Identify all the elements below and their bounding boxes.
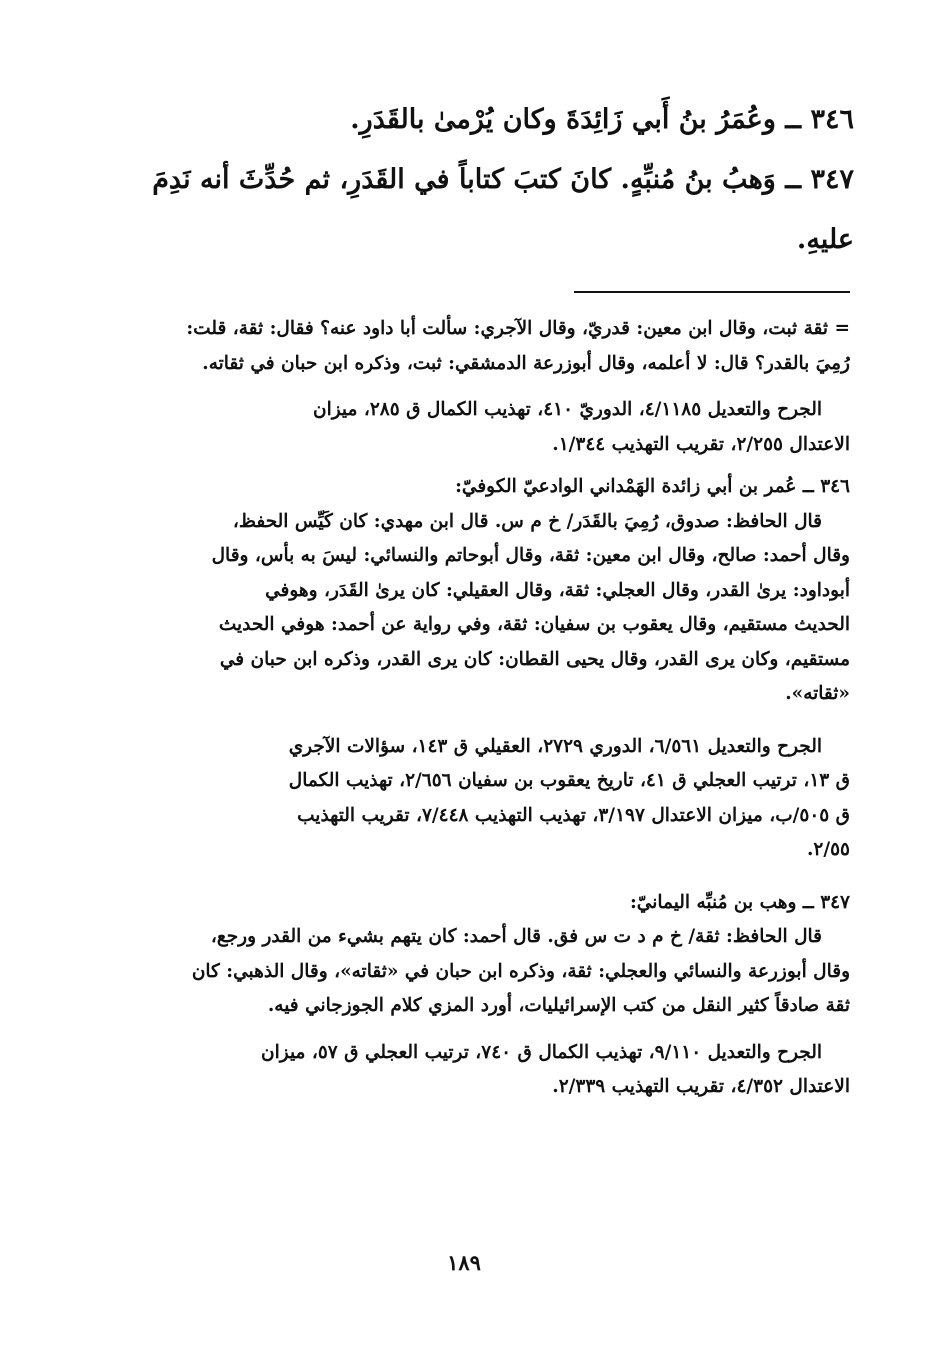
- footnote-line: مستقيم، وكان يرى القدر، وقال يحيى القطان: كان يرى القدر، وذكره ابن حبان في: [219, 648, 850, 670]
- spacer: [150, 868, 850, 886]
- footnote-line: ق ١٣، ترتيب العجلي ق ٤١، تاريخ يعقوب بن سفيان ٢/٦٥٦، تهذيب الكمال: [288, 770, 850, 791]
- entry-347: ٣٤٧ ــ وَهبُ بنُ مُنبِّهٍ. كانَ كتبَ كتاباً في القَدَرِ، ثم حُدِّثَ أنه نَدِمَ: [152, 164, 854, 195]
- footnote-line: = ثقة ثبت، وقال ابن معين: قدريّ، وقال الآجري: سألت أبا داود عنه؟ فقال: ثقة، قلت:: [186, 318, 850, 339]
- footnote-separator: [574, 291, 850, 293]
- footnote-line: الاعتدال ٢/٢٥٥، تقريب التهذيب ١/٣٤٤.: [552, 433, 850, 455]
- footnote-line: الاعتدال ٤/٣٥٢، تقريب التهذيب ٢/٣٣٩.: [552, 1076, 850, 1097]
- spacer: [150, 462, 850, 470]
- footnote-line: «ثقاته».: [785, 683, 850, 704]
- footnote-heading-347: ٣٤٧ ــ وهب بن مُنبِّه اليمانيّ:: [629, 891, 850, 913]
- footnote-line: الجرح والتعديل ٩/١١٠، تهذيب الكمال ق ٧٤٠، ترتيب العجلي ق ٥٧، ميزان: [261, 1041, 822, 1063]
- footnotes: [150, 312, 850, 1105]
- main-text: [64, 90, 854, 270]
- footnote-line: قال الحافظ: ثقة/ خ م د ت س فق. قال أحمد: كان يتهم بشيء من القدر ورجع،: [210, 926, 822, 947]
- footnote-line: الجرح والتعديل ٤/١١٨٥، الدوريّ ٤١٠، تهذيب الكمال ق ٢٨٥، ميزان: [312, 399, 822, 420]
- footnote-line: الجرح والتعديل ٦/٥٦١، الدوري ٢٧٢٩، العقيلي ق ١٤٣، سؤالات الآجري: [288, 735, 822, 757]
- footnote-heading-346: ٣٤٦ ــ عُمر بن أبي زائدة الهَمْداني الوادعيّ الكوفيّ:: [455, 476, 850, 497]
- entry-346: ٣٤٦ ــ وعُمَرُ بنُ أَبي زَائِدَةَ وكان يُرْمىٰ بالقَدَرِ.: [350, 104, 854, 135]
- footnote-line: ق ٥٠٥/ب، ميزان الاعتدال ٣/١٩٧، تهذيب التهذيب ٧/٤٤٨، تقريب التهذيب: [297, 804, 850, 826]
- entry-347-continued: عليهِ.: [796, 224, 854, 255]
- footnote-line: أبوداود: يرىٰ القدر، وقال العجلي: ثقة، وقال العقيلي: كان يرىٰ القَدَر، وهوفي: [265, 579, 850, 601]
- spacer: [150, 1024, 850, 1036]
- footnote-line: وقال أحمد: صالح، وقال ابن معين: ثقة، وقال أبوحاتم والنسائي: ليسَ به بأس، وقال: [211, 545, 850, 566]
- footnote-line: وقال أبوزرعة والنسائي والعجلي: ثقة، وذكره ابن حبان في «ثقاته»، وقال الذهبي: كان: [191, 960, 850, 982]
- spacer: [150, 712, 850, 730]
- footnote-line: ٢/٥٥.: [806, 839, 850, 860]
- footnote-line: رُمِيَ بالقدر؟ قال: لا أعلمه، وقال أبوزرعة الدمشقي: ثبت، وذكره ابن حبان في ثقاته.: [202, 352, 850, 374]
- footnote-line: الحديث مستقيم، وقال يعقوب بن سفيان: ثقة، وفي رواية عن أحمد: هوفي الحديث: [218, 614, 850, 635]
- footnote-line: قال الحافظ: صدوق، رُمِيَ بالقَدَر/ خ م س. قال ابن مهدي: كان كَيِّس الحفظ،: [232, 510, 822, 532]
- spacer: [150, 381, 850, 393]
- page-number: ١٨٩: [447, 1250, 481, 1275]
- footnote-line: ثقة صادقاً كثير النقل من كتب الإسرائيليات، أورد المزي كلام الجوزجاني فيه.: [267, 995, 850, 1016]
